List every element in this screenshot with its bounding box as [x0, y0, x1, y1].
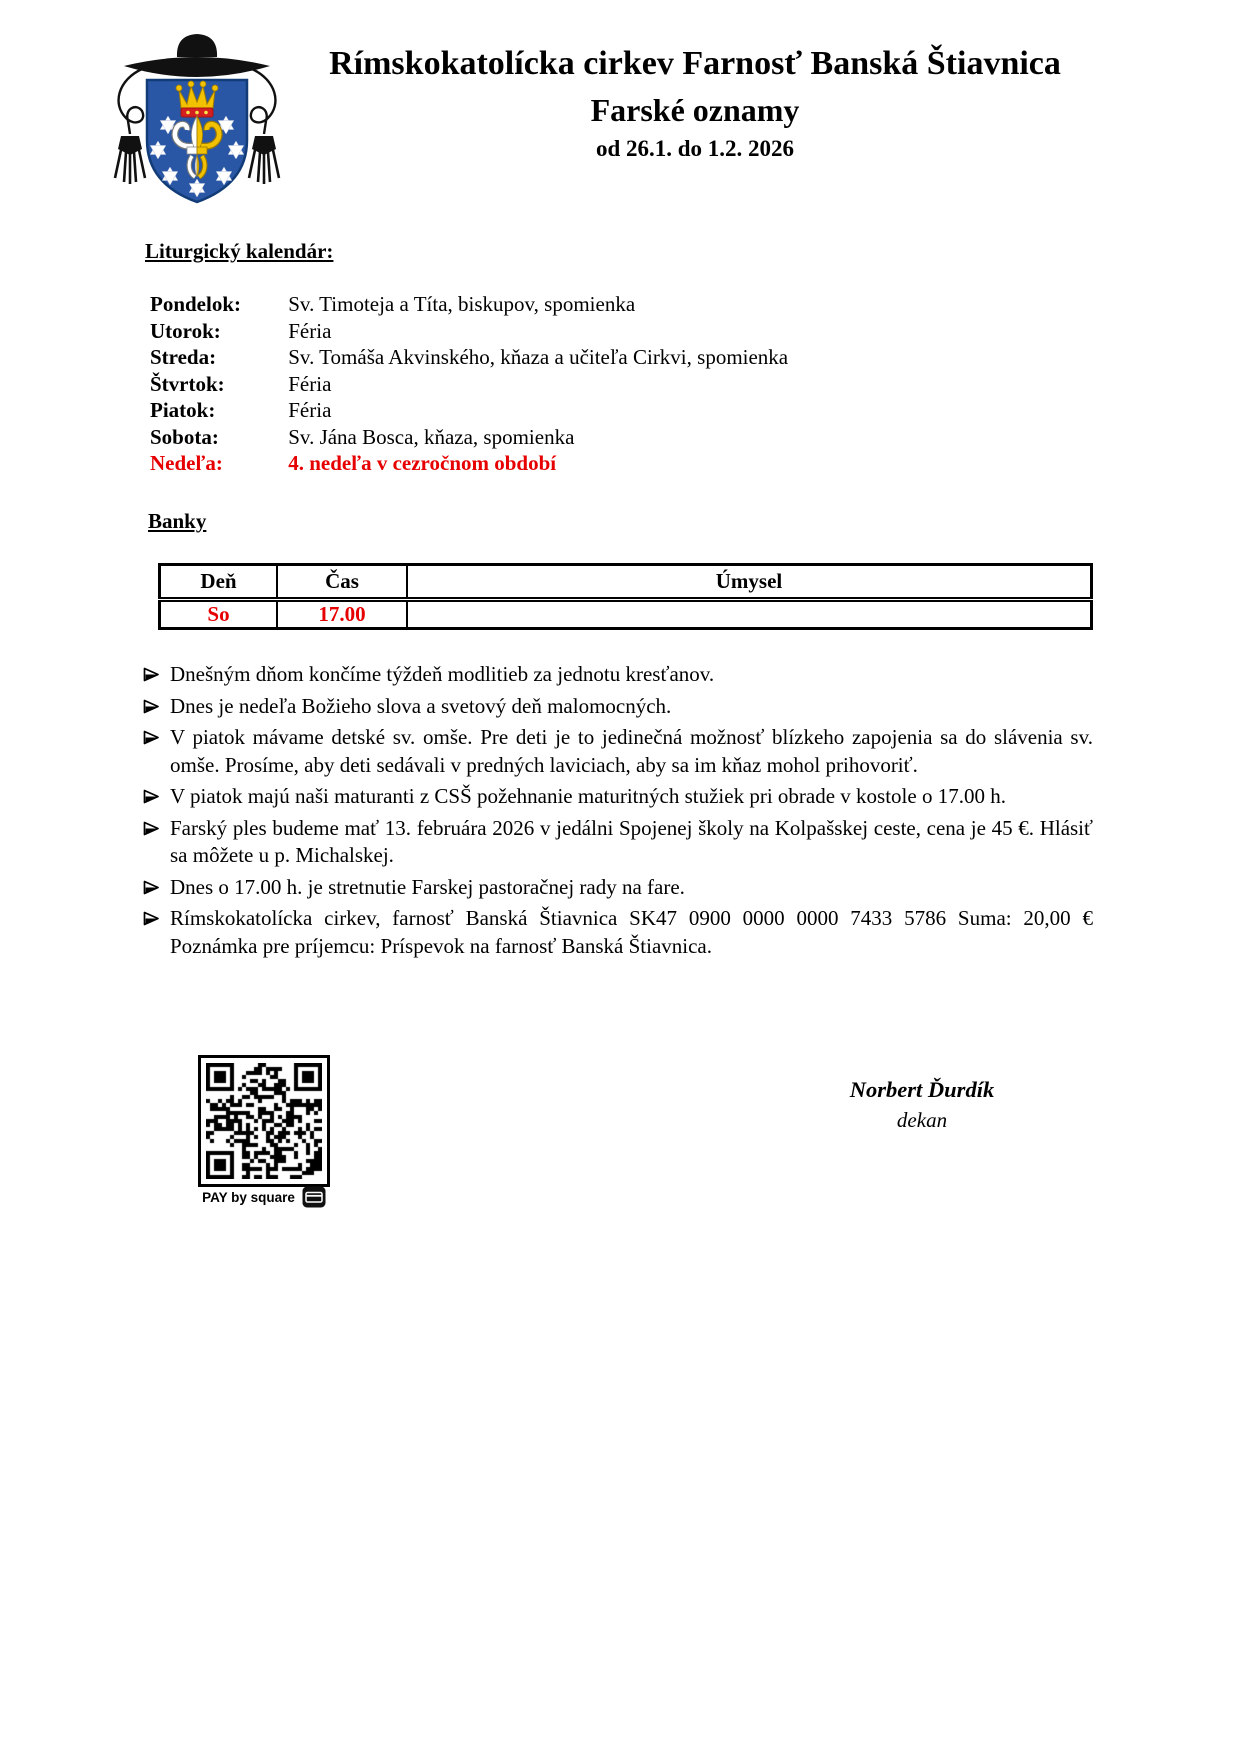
table-row [160, 600, 1092, 629]
announcement-text: Dnes je nedeľa Božieho slova a svetový deň malomocných. [170, 693, 672, 718]
arrowhead-bullet-icon [143, 880, 160, 895]
announcement-text: Rímskokatolícka cirkev, farnosť Banská Štiavnica SK47 0900 0000 0000 7433 5786 Suma: 20,00 € Poznámka pre príjemcu: Príspevok na farnosť Banská Štiavnica. [170, 906, 1093, 958]
feast-label: Féria [288, 318, 332, 343]
liturgical-calendar-heading: Liturgický kalendár: [145, 239, 334, 263]
feast-label: Féria [288, 371, 332, 396]
signature-block [772, 1077, 1072, 1133]
calendar-row [150, 344, 788, 371]
calendar-row [150, 397, 788, 424]
date-range: od 26.1. do 1.2. 2026 [595, 136, 795, 161]
arrowhead-bullet-icon [143, 821, 160, 836]
parish-coat-of-arms-logo [102, 26, 292, 208]
umysel-value [407, 600, 1092, 629]
qr-code-canvas [206, 1063, 322, 1179]
column-header-cas: Čas [277, 565, 407, 600]
announcement-item [142, 874, 1093, 902]
announcement-item [142, 905, 1093, 960]
calendar-row [150, 318, 788, 345]
galero-hat-crown [177, 34, 217, 57]
mass-schedule-table [158, 563, 1093, 630]
page-title: Rímskokatolícka cirkev Farnosť Banská Štiavnica [329, 45, 1061, 82]
calendar-row-sunday [150, 450, 788, 477]
day-label: Piatok: [150, 398, 216, 422]
arrowhead-bullet-icon [143, 789, 160, 804]
table-header-row [160, 565, 1092, 600]
galero-hat-brim [124, 57, 270, 77]
column-header-den: Deň [160, 565, 278, 600]
arrowhead-bullet-icon [143, 667, 160, 682]
feast-label: Sv. Timoteja a Títa, biskupov, spomienka [288, 292, 636, 316]
cas-value: 17.00 [277, 600, 407, 629]
signature-role: dekan [896, 1108, 948, 1132]
pay-by-square [185, 1185, 343, 1209]
day-label: Nedeľa: [150, 451, 223, 475]
announcement-item [142, 815, 1093, 870]
banky-heading: Banky [148, 509, 207, 533]
feast-label: Sv. Tomáša Akvinského, kňaza a učiteľa Cirkvi, spomienka [288, 345, 789, 369]
pay-by-square-label: PAY by square [202, 1189, 295, 1205]
day-label: Štvrtok: [150, 371, 225, 396]
day-label: Pondelok: [150, 292, 242, 316]
announcement-item [142, 693, 1093, 721]
announcements-list [142, 661, 1093, 964]
header [270, 44, 1120, 163]
column-header-umysel: Úmysel [407, 565, 1092, 600]
announcement-text: Dnes o 17.00 h. je stretnutie Farskej pastoračnej rady na fare. [170, 874, 685, 899]
galero-cord-left [119, 69, 144, 134]
calendar-row [150, 424, 788, 451]
feast-label: 4. nedeľa v cezročnom období [288, 451, 557, 475]
qr-code [198, 1055, 330, 1187]
day-label: Streda: [150, 345, 217, 369]
arrowhead-bullet-icon [143, 699, 160, 714]
arrowhead-bullet-icon [143, 911, 160, 926]
announcement-text: Farský ples budeme mať 13. februára 2026 v jedálni Spojenej školy na Kolpašskej ceste, cena je 45 €. Hlásiť sa môžete u p. Michalskej. [170, 815, 1093, 867]
announcement-text: V piatok majú naši maturanti z CSŠ požehnanie maturitných stužiek pri obrade v kostole o 17.00 h. [170, 784, 1006, 808]
den-value: So [160, 600, 278, 629]
liturgical-calendar [150, 291, 788, 477]
announcement-text: V piatok mávame detské sv. omše. Pre deti je to jedinečná možnosť blízkeho zapojenia sa do slávenia sv. omše. Prosíme, aby deti sedávali v predných laviciach, aby sa im kňaz mohol prihovoriť. [170, 725, 1093, 777]
announcement-item [142, 724, 1093, 779]
day-label: Utorok: [150, 318, 221, 343]
feast-label: Féria [288, 398, 332, 422]
day-label: Sobota: [150, 424, 219, 449]
page-subtitle: Farské oznamy [590, 92, 800, 128]
announcement-item [142, 661, 1093, 689]
calendar-row [150, 371, 788, 398]
calendar-row [150, 291, 788, 318]
payment-card-icon [302, 1186, 326, 1208]
announcement-item [142, 783, 1093, 811]
feast-label: Sv. Jána Bosca, kňaza, spomienka [288, 424, 575, 449]
announcement-text: Dnešným dňom končíme týždeň modlitieb za jednotu kresťanov. [170, 662, 715, 686]
arrowhead-bullet-icon [143, 730, 160, 745]
signature-name: Norbert Ďurdík [849, 1077, 995, 1102]
